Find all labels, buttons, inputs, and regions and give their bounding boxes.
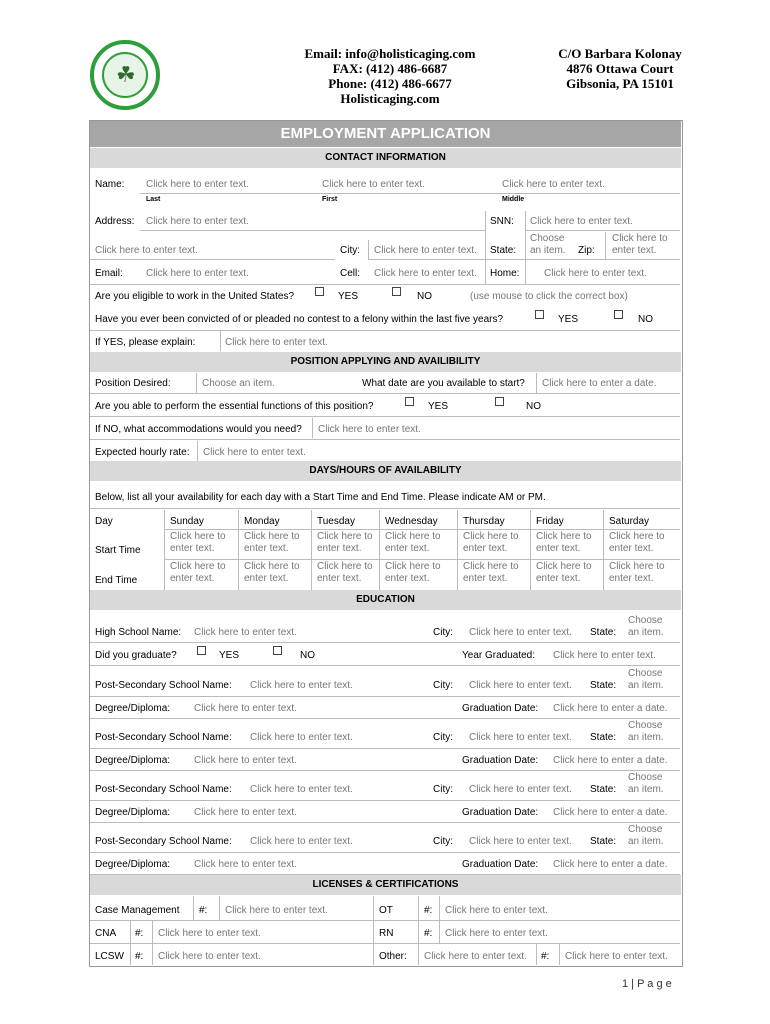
eligible-yes-label: YES — [338, 291, 359, 302]
website-line: Holisticaging.com — [340, 91, 440, 106]
name-label: Name: — [95, 179, 125, 190]
last-caption: Last — [146, 196, 161, 203]
year-graduated-label: Year Graduated: — [462, 650, 536, 661]
contact-info — [290, 46, 490, 106]
section-position: POSITION APPLYING AND AVAILIBILITY — [90, 352, 681, 372]
form-title: EMPLOYMENT APPLICATION — [90, 121, 681, 147]
felony-question: Have you ever been convicted of or pleaded no contest to a felony within the last five years? — [95, 314, 504, 325]
position-desired-label: Position Desired: — [95, 378, 171, 389]
section-availability: DAYS/HOURS OF AVAILABILITY — [90, 461, 681, 481]
section-education: EDUCATION — [90, 590, 681, 610]
field-text: enter text. — [385, 573, 430, 584]
felony-no-checkbox[interactable] — [614, 310, 623, 319]
high-school-label: High School Name: — [95, 627, 182, 638]
end-time-monday-field[interactable] — [244, 561, 300, 585]
grad-date-label-3: Graduation Date: — [462, 807, 539, 818]
post-secondary-field-4[interactable]: Click here to enter text. — [250, 836, 353, 847]
other-label: Other: — [379, 951, 407, 962]
select-text: Choose — [628, 615, 663, 626]
address-line: Gibsonia, PA 15101 — [566, 76, 674, 91]
degree-field-3[interactable]: Click here to enter text. — [194, 807, 297, 818]
lcsw-number-field[interactable]: Click here to enter text. — [158, 951, 261, 962]
field-text: enter text. — [170, 543, 215, 554]
degree-field-2[interactable]: Click here to enter text. — [194, 755, 297, 766]
rn-label: RN — [379, 928, 394, 939]
email-label: Email: — [95, 268, 123, 279]
end-time-saturday-field[interactable] — [609, 561, 665, 585]
state-select-text: an item. — [530, 245, 566, 256]
ps-city-label-1: City: — [433, 680, 453, 691]
address-line: C/O Barbara Kolonay — [558, 46, 682, 61]
page-word: P a g e — [637, 978, 672, 990]
ps-state-select-4[interactable] — [628, 824, 664, 848]
field-text: enter text. — [463, 573, 508, 584]
ps-city-field-1[interactable]: Click here to enter text. — [469, 680, 572, 691]
post-secondary-label-2: Post-Secondary School Name: — [95, 732, 232, 743]
case-management-number-field[interactable]: Click here to enter text. — [225, 905, 328, 916]
field-text: Click here to — [170, 561, 226, 572]
case-management-label: Case Management — [95, 905, 180, 916]
field-text: enter text. — [244, 543, 289, 554]
day-header-thursday: Thursday — [463, 516, 505, 527]
other-number-label: #: — [541, 951, 550, 962]
section-licenses: LICENSES & CERTIFICATIONS — [90, 875, 681, 895]
grad-date-label-2: Graduation Date: — [462, 755, 539, 766]
middle-name-field[interactable]: Click here to enter text. — [502, 179, 605, 190]
start-time-sunday-field[interactable] — [170, 531, 226, 555]
lcsw-number-label: #: — [135, 951, 144, 962]
select-text: an item. — [628, 732, 664, 743]
degree-label-4: Degree/Diploma: — [95, 859, 171, 870]
start-date-label: What date are you available to start? — [362, 378, 525, 389]
start-date-field[interactable]: Click here to enter a date. — [542, 378, 657, 389]
rn-number-field[interactable]: Click here to enter text. — [445, 928, 548, 939]
field-text: enter text. — [385, 543, 430, 554]
post-secondary-label-3: Post-Secondary School Name: — [95, 784, 232, 795]
start-time-wednesday-field[interactable] — [385, 531, 441, 555]
select-text: Choose — [628, 720, 663, 731]
rn-number-label: #: — [424, 928, 433, 939]
degree-label-3: Degree/Diploma: — [95, 807, 171, 818]
grad-date-field-1[interactable]: Click here to enter a date. — [553, 703, 668, 714]
functions-no-label: NO — [526, 401, 541, 412]
case-management-number-label: #: — [199, 905, 208, 916]
cna-label: CNA — [95, 928, 117, 939]
ps-city-label-3: City: — [433, 784, 453, 795]
field-text: Click here to — [609, 561, 665, 572]
start-time-monday-field[interactable] — [244, 531, 300, 555]
other-number-field[interactable]: Click here to enter text. — [565, 951, 668, 962]
post-secondary-field-3[interactable]: Click here to enter text. — [250, 784, 353, 795]
field-text: Click here to — [385, 561, 441, 572]
first-caption: First — [322, 196, 338, 203]
state-select[interactable] — [530, 233, 566, 257]
field-text: enter text. — [170, 573, 215, 584]
field-text: enter text. — [317, 543, 362, 554]
post-secondary-label-4: Post-Secondary School Name: — [95, 836, 232, 847]
ps-city-field-2[interactable]: Click here to enter text. — [469, 732, 572, 743]
phone-line: Phone: (412) 486-6677 — [328, 76, 452, 91]
field-text: enter text. — [609, 543, 654, 554]
other-license-field[interactable]: Click here to enter text. — [424, 951, 527, 962]
logo — [90, 40, 160, 110]
email-field[interactable]: Click here to enter text. — [146, 268, 249, 279]
cell-label: Cell: — [340, 268, 361, 279]
ps-state-select-1[interactable] — [628, 668, 664, 692]
functions-question: Are you able to perform the essential functions of this position? — [95, 401, 374, 412]
felony-yes-label: YES — [558, 314, 579, 325]
cna-number-field[interactable]: Click here to enter text. — [158, 928, 261, 939]
field-text: Click here to — [463, 531, 519, 542]
start-time-tuesday-field[interactable] — [317, 531, 373, 555]
zip-field[interactable] — [612, 233, 668, 257]
ps-state-label-1: State: — [590, 680, 617, 691]
ps-state-label-4: State: — [590, 836, 617, 847]
middle-caption: Middle — [502, 196, 525, 203]
fax-line: FAX: (412) 486-6687 — [332, 61, 448, 76]
ot-label: OT — [379, 905, 393, 916]
ssn-field[interactable]: Click here to enter text. — [530, 216, 633, 227]
functions-yes-label: YES — [428, 401, 449, 412]
end-time-sunday-field[interactable] — [170, 561, 226, 585]
address-line2-field[interactable]: Click here to enter text. — [95, 245, 198, 256]
accommodations-field[interactable]: Click here to enter text. — [318, 424, 421, 435]
ps-city-label-4: City: — [433, 836, 453, 847]
zip-label: Zip: — [578, 245, 595, 256]
ot-number-label: #: — [424, 905, 433, 916]
graduate-no-label: NO — [300, 650, 315, 661]
address-label: Address: — [95, 216, 135, 227]
address-line: 4876 Ottawa Court — [566, 61, 674, 76]
field-text: enter text. — [609, 573, 654, 584]
start-time-thursday-field[interactable] — [463, 531, 519, 555]
ps-state-label-2: State: — [590, 732, 617, 743]
day-header-saturday: Saturday — [609, 516, 650, 527]
field-text: enter text. — [244, 573, 289, 584]
end-time-friday-field[interactable] — [536, 561, 592, 585]
field-text: Click here to — [536, 561, 592, 572]
graduate-yes-label: YES — [219, 650, 240, 661]
day-header-wednesday: Wednesday — [385, 516, 438, 527]
ps-state-select-3[interactable] — [628, 772, 664, 796]
year-graduated-field[interactable]: Click here to enter text. — [553, 650, 656, 661]
degree-label-2: Degree/Diploma: — [95, 755, 171, 766]
grad-date-field-2[interactable]: Click here to enter a date. — [553, 755, 668, 766]
section-contact: CONTACT INFORMATION — [90, 148, 681, 168]
degree-field-1[interactable]: Click here to enter text. — [194, 703, 297, 714]
tree-icon: ☘ — [102, 52, 148, 98]
day-header-monday: Monday — [244, 516, 280, 527]
hourly-rate-field[interactable]: Click here to enter text. — [203, 447, 306, 458]
page-number: 1 — [622, 978, 629, 990]
day-header-sunday: Sunday — [170, 516, 204, 527]
position-desired-select[interactable]: Choose an item. — [202, 378, 275, 389]
end-time-thursday-field[interactable] — [463, 561, 519, 585]
select-text: Choose — [628, 824, 663, 835]
field-text: Click here to — [385, 531, 441, 542]
hs-state-label: State: — [590, 627, 617, 638]
home-field[interactable]: Click here to enter text. — [544, 268, 647, 279]
post-secondary-label-1: Post-Secondary School Name: — [95, 680, 232, 691]
start-time-label: Start Time — [95, 545, 141, 556]
cna-number-label: #: — [135, 928, 144, 939]
field-text: enter text. — [463, 543, 508, 554]
ps-city-field-3[interactable]: Click here to enter text. — [469, 784, 572, 795]
field-text: Click here to — [536, 531, 592, 542]
explain-field[interactable]: Click here to enter text. — [225, 337, 328, 348]
page-footer: 1 | P a g e — [622, 978, 672, 990]
mailing-address — [540, 46, 700, 91]
email-line: Email: info@holisticaging.com — [304, 46, 476, 61]
accommodations-label: If NO, what accommodations would you need? — [95, 424, 302, 435]
functions-yes-checkbox[interactable] — [405, 397, 414, 406]
field-text: enter text. — [536, 573, 581, 584]
city-field[interactable]: Click here to enter text. — [374, 245, 477, 256]
day-header: Day — [95, 516, 113, 527]
home-label: Home: — [490, 268, 520, 279]
state-select-text: Choose — [530, 233, 565, 244]
degree-label-1: Degree/Diploma: — [95, 703, 171, 714]
functions-no-checkbox[interactable] — [495, 397, 504, 406]
ps-state-label-3: State: — [590, 784, 617, 795]
start-time-friday-field[interactable] — [536, 531, 592, 555]
post-secondary-field-1[interactable]: Click here to enter text. — [250, 680, 353, 691]
explain-label: If YES, please explain: — [95, 337, 196, 348]
ssn-label: SNN: — [490, 216, 514, 227]
ps-city-label-2: City: — [433, 732, 453, 743]
end-time-tuesday-field[interactable] — [317, 561, 373, 585]
select-text: an item. — [628, 627, 664, 638]
graduate-question: Did you graduate? — [95, 650, 177, 661]
end-time-label: End Time — [95, 575, 138, 586]
field-text: Click here to — [317, 561, 373, 572]
end-time-wednesday-field[interactable] — [385, 561, 441, 585]
eligible-no-checkbox[interactable] — [392, 287, 401, 296]
field-text: Click here to — [244, 531, 300, 542]
day-header-tuesday: Tuesday — [317, 516, 355, 527]
select-text: an item. — [628, 680, 664, 691]
field-text: Click here to — [609, 531, 665, 542]
felony-no-label: NO — [638, 314, 653, 325]
high-school-field[interactable]: Click here to enter text. — [194, 627, 297, 638]
address-field[interactable]: Click here to enter text. — [146, 216, 249, 227]
ps-state-select-2[interactable] — [628, 720, 664, 744]
field-text: enter text. — [536, 543, 581, 554]
grad-date-label-1: Graduation Date: — [462, 703, 539, 714]
graduate-yes-checkbox[interactable] — [197, 646, 206, 655]
eligible-question: Are you eligible to work in the United States? — [95, 291, 294, 302]
cell-field[interactable]: Click here to enter text. — [374, 268, 477, 279]
hs-state-select[interactable] — [628, 615, 664, 639]
lcsw-label: LCSW — [95, 951, 124, 962]
hs-city-field[interactable]: Click here to enter text. — [469, 627, 572, 638]
select-text: an item. — [628, 784, 664, 795]
mouse-note: (use mouse to click the correct box) — [470, 291, 628, 302]
city-label: City: — [340, 245, 360, 256]
select-text: an item. — [628, 836, 664, 847]
start-time-saturday-field[interactable] — [609, 531, 665, 555]
post-secondary-field-2[interactable]: Click here to enter text. — [250, 732, 353, 743]
grad-date-field-4[interactable]: Click here to enter a date. — [553, 859, 668, 870]
select-text: Choose — [628, 772, 663, 783]
hs-city-label: City: — [433, 627, 453, 638]
zip-field-text: enter text. — [612, 245, 657, 256]
availability-instructions: Below, list all your availability for each day with a Start Time and End Time. Please indicate AM or PM. — [95, 492, 546, 503]
field-text: Click here to — [463, 561, 519, 572]
state-label: State: — [490, 245, 517, 256]
hourly-rate-label: Expected hourly rate: — [95, 447, 190, 458]
grad-date-label-4: Graduation Date: — [462, 859, 539, 870]
first-name-field[interactable]: Click here to enter text. — [322, 179, 425, 190]
felony-yes-checkbox[interactable] — [535, 310, 544, 319]
last-name-field[interactable]: Click here to enter text. — [146, 179, 249, 190]
field-text: enter text. — [317, 573, 362, 584]
day-header-friday: Friday — [536, 516, 564, 527]
ps-city-field-4[interactable]: Click here to enter text. — [469, 836, 572, 847]
eligible-no-label: NO — [417, 291, 432, 302]
field-text: Click here to — [244, 561, 300, 572]
zip-field-text: Click here to — [612, 233, 668, 244]
field-text: Click here to — [317, 531, 373, 542]
ot-number-field[interactable]: Click here to enter text. — [445, 905, 548, 916]
degree-field-4[interactable]: Click here to enter text. — [194, 859, 297, 870]
field-text: Click here to — [170, 531, 226, 542]
grad-date-field-3[interactable]: Click here to enter a date. — [553, 807, 668, 818]
eligible-yes-checkbox[interactable] — [315, 287, 324, 296]
graduate-no-checkbox[interactable] — [273, 646, 282, 655]
select-text: Choose — [628, 668, 663, 679]
